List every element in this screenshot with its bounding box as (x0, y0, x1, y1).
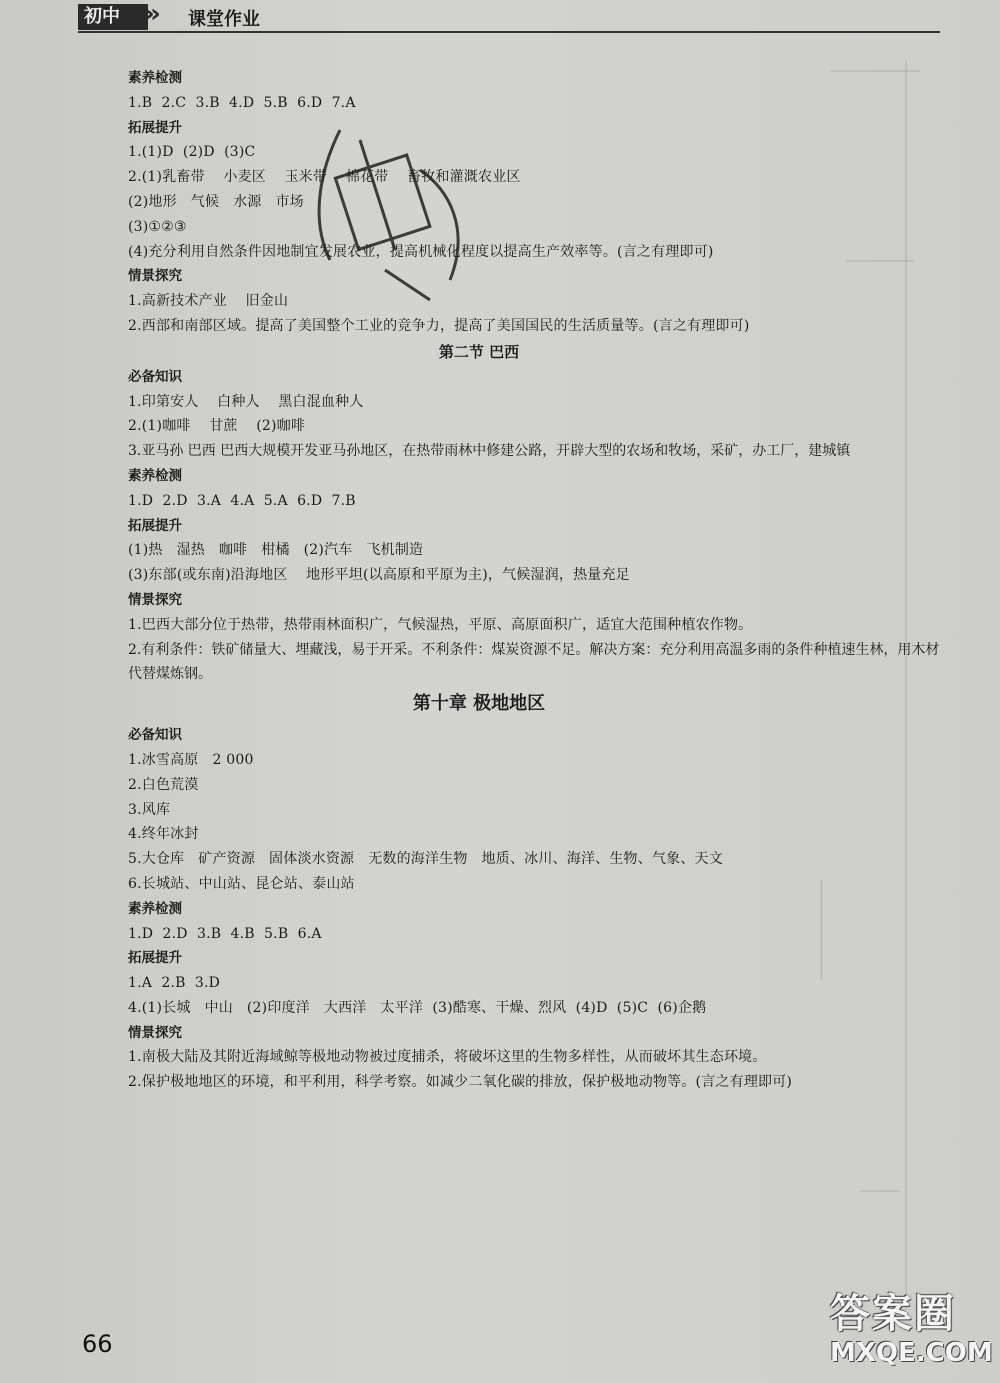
subheading: 必备知识 (128, 368, 182, 385)
answer-paragraph: 3.亚马孙 巴西 巴西大规模开发亚马孙地区，在热带雨林中修建公路，开辟大型的农场和牧场，采矿，办工厂，建城镇 (128, 443, 851, 460)
answer-content (128, 66, 948, 1095)
section-title: 第二节 巴西 (438, 342, 520, 361)
answer-line: 2.保护极地地区的环境，和平利用，科学考察。如减少二氧化碳的排放，保护极地动物等。(言之有理即可) (128, 1074, 793, 1091)
answer-line: 1.冰雪高原 2 000 (128, 751, 254, 768)
watermark (830, 1282, 1000, 1382)
answer-line: 1.南极大陆及其附近海域鲸等极地动物被过度捕杀，将破坏这里的生物多样性，从而破坏其生态环境。 (128, 1049, 767, 1066)
answer-line: 5.大仓库 矿产资源 固体淡水资源 无数的海洋生物 地质、冰川、海洋、生物、气象、天文 (128, 851, 723, 868)
chapter-title: 第十章 极地地区 (412, 693, 546, 715)
subheading: 情景探究 (128, 591, 182, 608)
answer-line: 2.(1)乳畜带 小麦区 玉米带 棉花带 畜牧和灌溉农业区 (128, 169, 521, 186)
subheading: 素养检测 (128, 70, 182, 86)
answer-line: (1)热 湿热 咖啡 柑橘 (2)汽车 飞机制造 (128, 542, 424, 559)
grade-tag: 初中 (78, 4, 148, 30)
header-title: 课堂作业 (188, 9, 260, 30)
answer-line: (3)东部(或东南)沿海地区 地形平坦(以高原和平原为主)，气候湿润，热量充足 (128, 567, 630, 584)
answer-paragraph: 2.有利条件：铁矿储量大、埋藏浅，易于开采。不利条件：煤炭资源不足。解决方案：充分利用高温多雨的条件种植速生林，用木材代替煤炼钢。 (128, 641, 940, 683)
answer-line: 2.西部和南部区域。提高了美国整个工业的竞争力，提高了美国国民的生活质量等。(言之有理即可) (128, 317, 750, 334)
answer-line: 1.A 2.B 3.D (128, 975, 221, 992)
watermark-logo: 答案圈 (830, 1291, 956, 1337)
subheading: 情景探究 (128, 1024, 182, 1041)
subheading: 情景探究 (128, 268, 182, 285)
subheading: 拓展提升 (128, 517, 182, 534)
answer-line: (2)地形 气候 水源 市场 (128, 193, 304, 210)
answer-line: 1.高新技术产业 旧金山 (128, 293, 289, 310)
subheading: 拓展提升 (128, 950, 182, 967)
answer-line: 2.(1)咖啡 甘蔗 (2)咖啡 (128, 418, 306, 435)
subheading: 必备知识 (128, 727, 182, 744)
subheading: 素养检测 (128, 900, 182, 917)
subheading: 拓展提升 (128, 119, 182, 136)
page-number: 66 (82, 1330, 113, 1358)
answer-line: (4)充分利用自然条件因地制宜发展农业，提高机械化程度以提高生产效率等。(言之有理即可) (128, 243, 714, 260)
chevron-icon: » (144, 0, 155, 29)
answer-line: (3)①②③ (128, 218, 187, 235)
answer-line: 1.(1)D (2)D (3)C (128, 144, 256, 161)
page-header (78, 0, 940, 34)
header-rule (78, 31, 940, 33)
watermark-url: MXQE.COM (830, 1338, 993, 1368)
answer-line: 1.印第安人 白种人 黑白混血种人 (128, 393, 364, 410)
answer-line: 6.长城站、中山站、昆仑站、泰山站 (128, 875, 355, 892)
answer-line: 1.B 2.C 3.B 4.D 5.B 6.D 7.A (128, 94, 356, 111)
answer-line: 4.终年冰封 (128, 826, 199, 843)
answer-line: 3.风库 (128, 801, 171, 818)
answer-line: 1.巴西大部分位于热带，热带雨林面积广，气候湿热，平原、高原面积广，适宜大范围种植农作物。 (128, 616, 753, 633)
answer-line: 2.白色荒漠 (128, 776, 199, 793)
subheading: 素养检测 (128, 467, 182, 484)
answer-line: 1.D 2.D 3.A 4.A 5.A 6.D 7.B (128, 492, 356, 509)
answer-line: 1.D 2.D 3.B 4.B 5.B 6.A (128, 925, 322, 942)
answer-line: 4.(1)长城 中山 (2)印度洋 大西洋 太平洋 (3)酷寒、干燥、烈风 (4)D (5)C (6)企鹅 (128, 999, 707, 1016)
